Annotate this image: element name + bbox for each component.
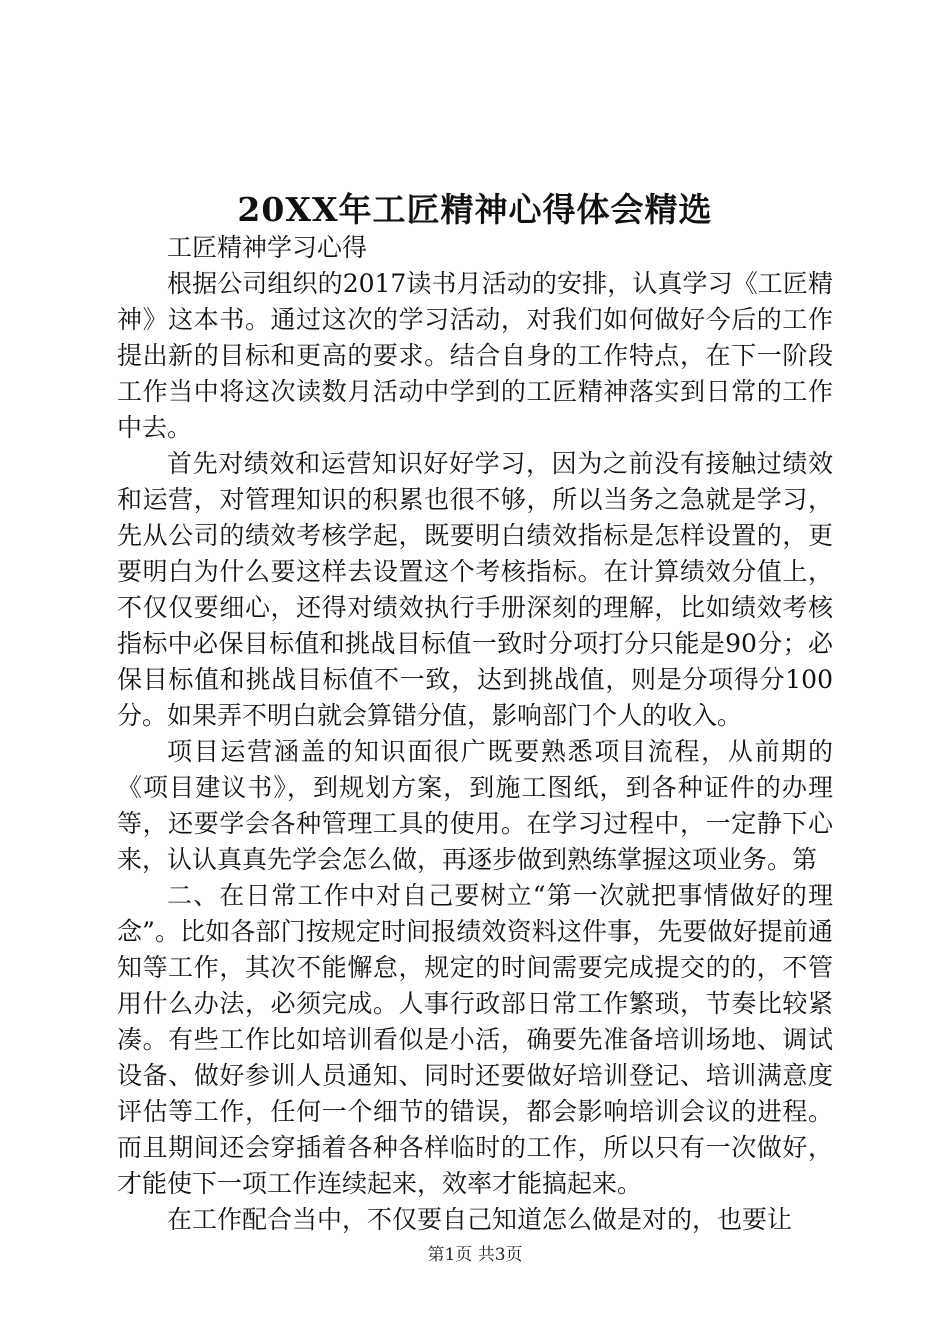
paragraph-subtitle: 工匠精神学习心得 xyxy=(167,233,368,262)
document-title: 20XX年工匠精神心得体会精选 xyxy=(237,190,713,229)
page-number-footer: 第1页 共3页 xyxy=(427,1245,523,1265)
paragraph: 在工作配合当中，不仅要自己知道怎么做是对的，也要让 xyxy=(167,1205,793,1234)
paragraph: 根据公司组织的2017读书月活动的安排，认真学习《工匠精神》这本书。通过这次的学习活动，对我们如何做好今后的工作提出新的目标和更高的要求。结合自身的工作特点，在下一阶段工作当中将这次读数月活动中学到的工匠精神落实到日常的工作中去。 xyxy=(117,269,833,442)
paragraph: 二、在日常工作中对自己要树立“第一次就把事情做好的理念”。比如各部门按规定时间报绩效资料这件事，先要做好提前通知等工作，其次不能懈怠，规定的时间需要完成提交的的，不管用什么办法，必须完成。人事行政部日常工作繁琐，节奏比较紧凑。有些工作比如培训看似是小活，确要先准备培训场地、调试设备、做好参训人员通知、同时还要做好培训登记、培训满意度评估等工作，任何一个细节的错误，都会影响培训会议的进程。而且期间还会穿插着各种各样临时的工作，所以只有一次做好，才能使下一项工作连续起来，效率才能搞起来。 xyxy=(117,881,833,1198)
paragraph: 项目运营涵盖的知识面很广既要熟悉项目流程，从前期的《项目建议书》，到规划方案，到施工图纸，到各种证件的办理等，还要学会各种管理工具的使用。在学习过程中，一定静下心来，认认真真先学会怎么做，再逐步做到熟练掌握这项业务。第 xyxy=(117,737,833,874)
paragraph: 首先对绩效和运营知识好好学习，因为之前没有接触过绩效和运营，对管理知识的积累也很不够，所以当务之急就是学习，先从公司的绩效考核学起，既要明白绩效指标是怎样设置的，更要明白为什么要这样去设置这个考核指标。在计算绩效分值上，不仅仅要细心，还得对绩效执行手册深刻的理解，比如绩效考核指标中必保目标值和挑战目标值一致时分项打分只能是90分；必保目标值和挑战目标值不一致，达到挑战值，则是分项得分100分。如果弄不明白就会算错分值，影响部门个人的收入。 xyxy=(117,449,833,730)
document-body xyxy=(117,230,833,1238)
